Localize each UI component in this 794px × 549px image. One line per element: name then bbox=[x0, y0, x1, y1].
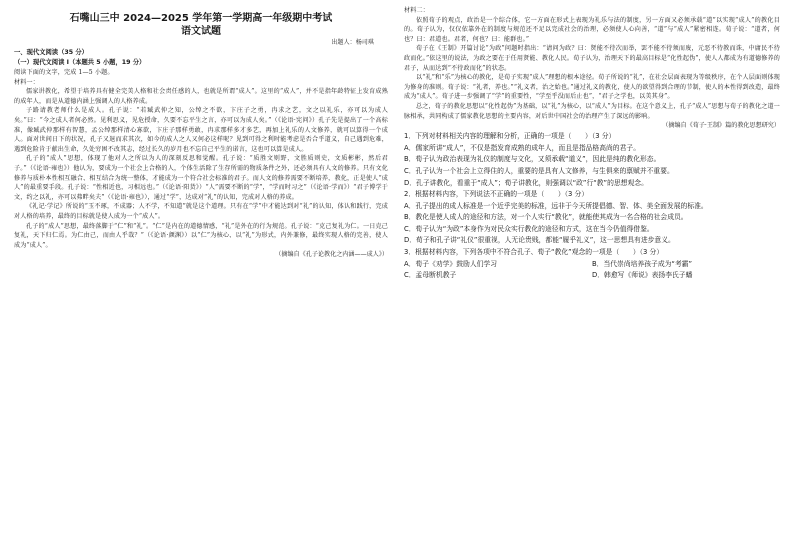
author-line: 出题人：杨司琪 bbox=[331, 39, 374, 46]
option-d: D．韩愈写《师说》表扬李氏子蟠 bbox=[592, 271, 693, 280]
options-row bbox=[404, 270, 780, 282]
options-row bbox=[404, 259, 780, 271]
source-citation: （摘编自《荀子·王制》篇的教化思想研究） bbox=[662, 122, 780, 130]
material-label: 材料一： bbox=[14, 78, 39, 86]
option-c: C．孔子认为一个社会上立得住的人，重要的是具有人文修养，与生俱来的禀赋并不重要。 bbox=[404, 166, 674, 175]
paragraph: 以“礼”和“乐”为核心的教化，是荀子实现“成人”理想的根本途径。荀子所说的“礼”，在社会层面表现为等级秩序，在个人层面则体现为修身的准则。荀子说：“礼者，养也。”“礼义者，治之始也。”通过礼义的教化，使人的欲望得到合理的节制，使人的本性得到改造，最终成为“成人”。荀子进一步强调了“学”的重要性，“学至乎没而后止也”，“君子之学也，以美其身”。 bbox=[404, 74, 780, 101]
question-stem: 3．根据材料内容，下列各项中不符合孔子、荀子“教化”观念的一项是（ ）（3 分） bbox=[404, 248, 664, 257]
option-b: B．荀子认为政治表现为礼仪的制度与文化，又须承载“道义”，因此是纯的教化形态。 bbox=[404, 155, 661, 164]
left-column bbox=[0, 0, 396, 549]
option-a: A．儒家所讲“成人”，不仅是指发育成熟的成年人，而且是指品格高尚的君子。 bbox=[404, 143, 640, 152]
question-2 bbox=[404, 189, 780, 247]
paragraph: 荀子在《王制》开篇讨论“为政”问题时指出：“请问为政？曰：贤能不待次而举，罢不能不待须而废，元恶不待教而诛，中庸民不待政而化。”依这里的说法，为政之要在于任用贤能、教化人民。荀子认为，治理天下的最高目标是“化性起伪”，使人人都成为有道德修养的君子，从而达到“不待政而化”的状态。 bbox=[404, 45, 780, 72]
question-stem: 1．下列对材料相关内容的理解和分析，正确的一项是（ ）（3 分） bbox=[404, 132, 616, 141]
subsection-heading: （一）现代文阅读 I（本题共 5 小题，19 分） bbox=[14, 59, 146, 66]
page-title: 石嘴山三中 2024—2025 学年第一学期高一年级期中考试 bbox=[69, 13, 333, 24]
instruction: 阅读下面的文字，完成 1—5 小题。 bbox=[14, 69, 114, 76]
option-a: A．荀子《劝学》鼓励人们学习 bbox=[404, 259, 498, 268]
option-c: C．孟母断机教子 bbox=[404, 271, 457, 280]
page-subtitle: 语文试题 bbox=[181, 26, 221, 37]
option-a: A．孔子提出的成人标准是一个近乎完美的标准，远非于今天所提倡德、智、体、美全面发展的标准。 bbox=[404, 201, 708, 210]
option-b: B．教化是使人成人的途径和方法，对一个人实行“教化”，就能使其成为一名合格的社会成员。 bbox=[404, 213, 688, 222]
question-1 bbox=[404, 131, 780, 189]
paragraph: 总之，荀子的教化思想以“化性起伪”为基础，以“礼”为核心，以“成人”为目标。在这个意义上，孔子“成人”思想与荀子的教化之道一脉相承，共同构成了儒家教化思想的主要内容，对后世中国社会的治理产生了深远的影响。 bbox=[404, 102, 780, 120]
option-c: C．荀子认为“为政”本身作为对民众实行教化的途径和方式，这在当今仍值得借鉴。 bbox=[404, 224, 654, 233]
paragraph: 《礼记·学记》所说的“玉不琢，不成器；人不学，不知道”就是这个道理。只有在“学”中才能达到对“礼”的认知，体认和践行，完成对人格的培养，最终的目标就是使人成为一个“成人”。 bbox=[14, 203, 388, 220]
material-label: 材料二： bbox=[404, 7, 429, 14]
paragraph: 依照荀子的观点，政治是一个综合体，它一方面在形式上表现为礼乐与法的制度，另一方面又必须承载“道”以实现“成人”的教化目的。荀子认为，仅仅依靠外在的制度与规范还不足以完成社会的治理，必须使人心向善，“道”与“成人”紧密相连。荀子说：“道者，何也？曰：君道也。君者，何也？曰：能群也。” bbox=[404, 16, 780, 43]
right-column bbox=[396, 0, 794, 549]
paragraph: 子路请教老师什么是成人。孔子说：“若臧武仲之知，公绰之不欲，卞庄子之勇，冉求之艺，文之以礼乐，亦可以为成人矣。”曰：“今之成人者何必然。见利思义，见危授命，久要不忘平生之言，亦可以为成人矣。”（《论语·宪问》）孔子先是提出了一个高标准，像臧武仲那样有智慧，孟公绰那样清心寡欲，卞庄子那样勇敢，冉求那样多才多艺，再加上礼乐的人文修养，就可以算得一个成人。面对世间日下的状况，孔子又退而求其次，如今的成人之人又何必这样呢？见到可得之利时能考虑是否合乎道义，自己遇到危难，遇到危险肯于献出生命，久处穷困不改其志，经过长久的岁月也不忘自己平生的诺言，这也可以算是成人。 bbox=[14, 107, 388, 153]
option-b: B．当代崇尚培养孩子成为“考霸” bbox=[592, 259, 693, 268]
paragraph: 孔子的“成人”思想，最终落脚于“仁”和“礼”。“仁”是内在的道德情感，“礼”是外在的行为规范。孔子说：“克己复礼为仁。一日克己复礼，天下归仁焉。为仁由己，而由人乎哉？”（《论语·颜渊》）以“仁”为核心、以“礼”为形式，内外兼修，最终实现人格的完善，使人成为“成人”。 bbox=[14, 222, 388, 249]
question-stem: 2．根据材料内容，下列说法不正确的一项是（ ）（3 分） bbox=[404, 190, 589, 199]
source-citation: （摘编自《孔子论教化之内涵——成人》） bbox=[275, 251, 388, 259]
paragraph: 孔子的“成人”思想，体现了他对人之所以为人的深刻反思和觉醒。孔子说：“质胜文则野，文胜质则史，文质彬彬，然后君子。”（《论语·雍也》）他认为，要成为一个社会上合格的人，个体生活除了生存所需的物质条件之外，还必须具有人文的修养。只有文化修养与质朴本性相互融合、相互结合为统一整体，才能成为一个符合社会标准的君子。而人文的修养需要不断培养，教化，正是使人“成人”的最重要手段。孔子说：“性相近也，习相远也。”（《论语·阳货》）“人”需要不断的“学”，“学而时习之”（《论语·学而》）“君子博学于文，约之以礼，亦可以弗畔矣夫”（《论语·雍也》），通过“学”，达成对“礼”的认知，完成对人格的养成。 bbox=[14, 155, 388, 201]
section-heading: 一、现代文阅读（35 分） bbox=[14, 49, 88, 56]
paragraph: 儒家讲教化，希望于培养具有健全完美人格和社会责任感的人，也就是所谓“成人”。这里的“成人”，并不是指年龄特征上发育成熟的成年人，而是从道德内涵上强调人的人格养成。 bbox=[14, 88, 388, 105]
option-d: D．孔子讲教化，看重于“成人”；荀子讲教化，则强调以“政”行“教”的思想观念。 bbox=[404, 178, 648, 187]
question-3 bbox=[404, 247, 780, 282]
option-d: D．荀子和孔子讲“礼仪”很重视，人无论贵贱，都能“履乎礼义”，这一思想具有进步意义。 bbox=[404, 236, 675, 245]
